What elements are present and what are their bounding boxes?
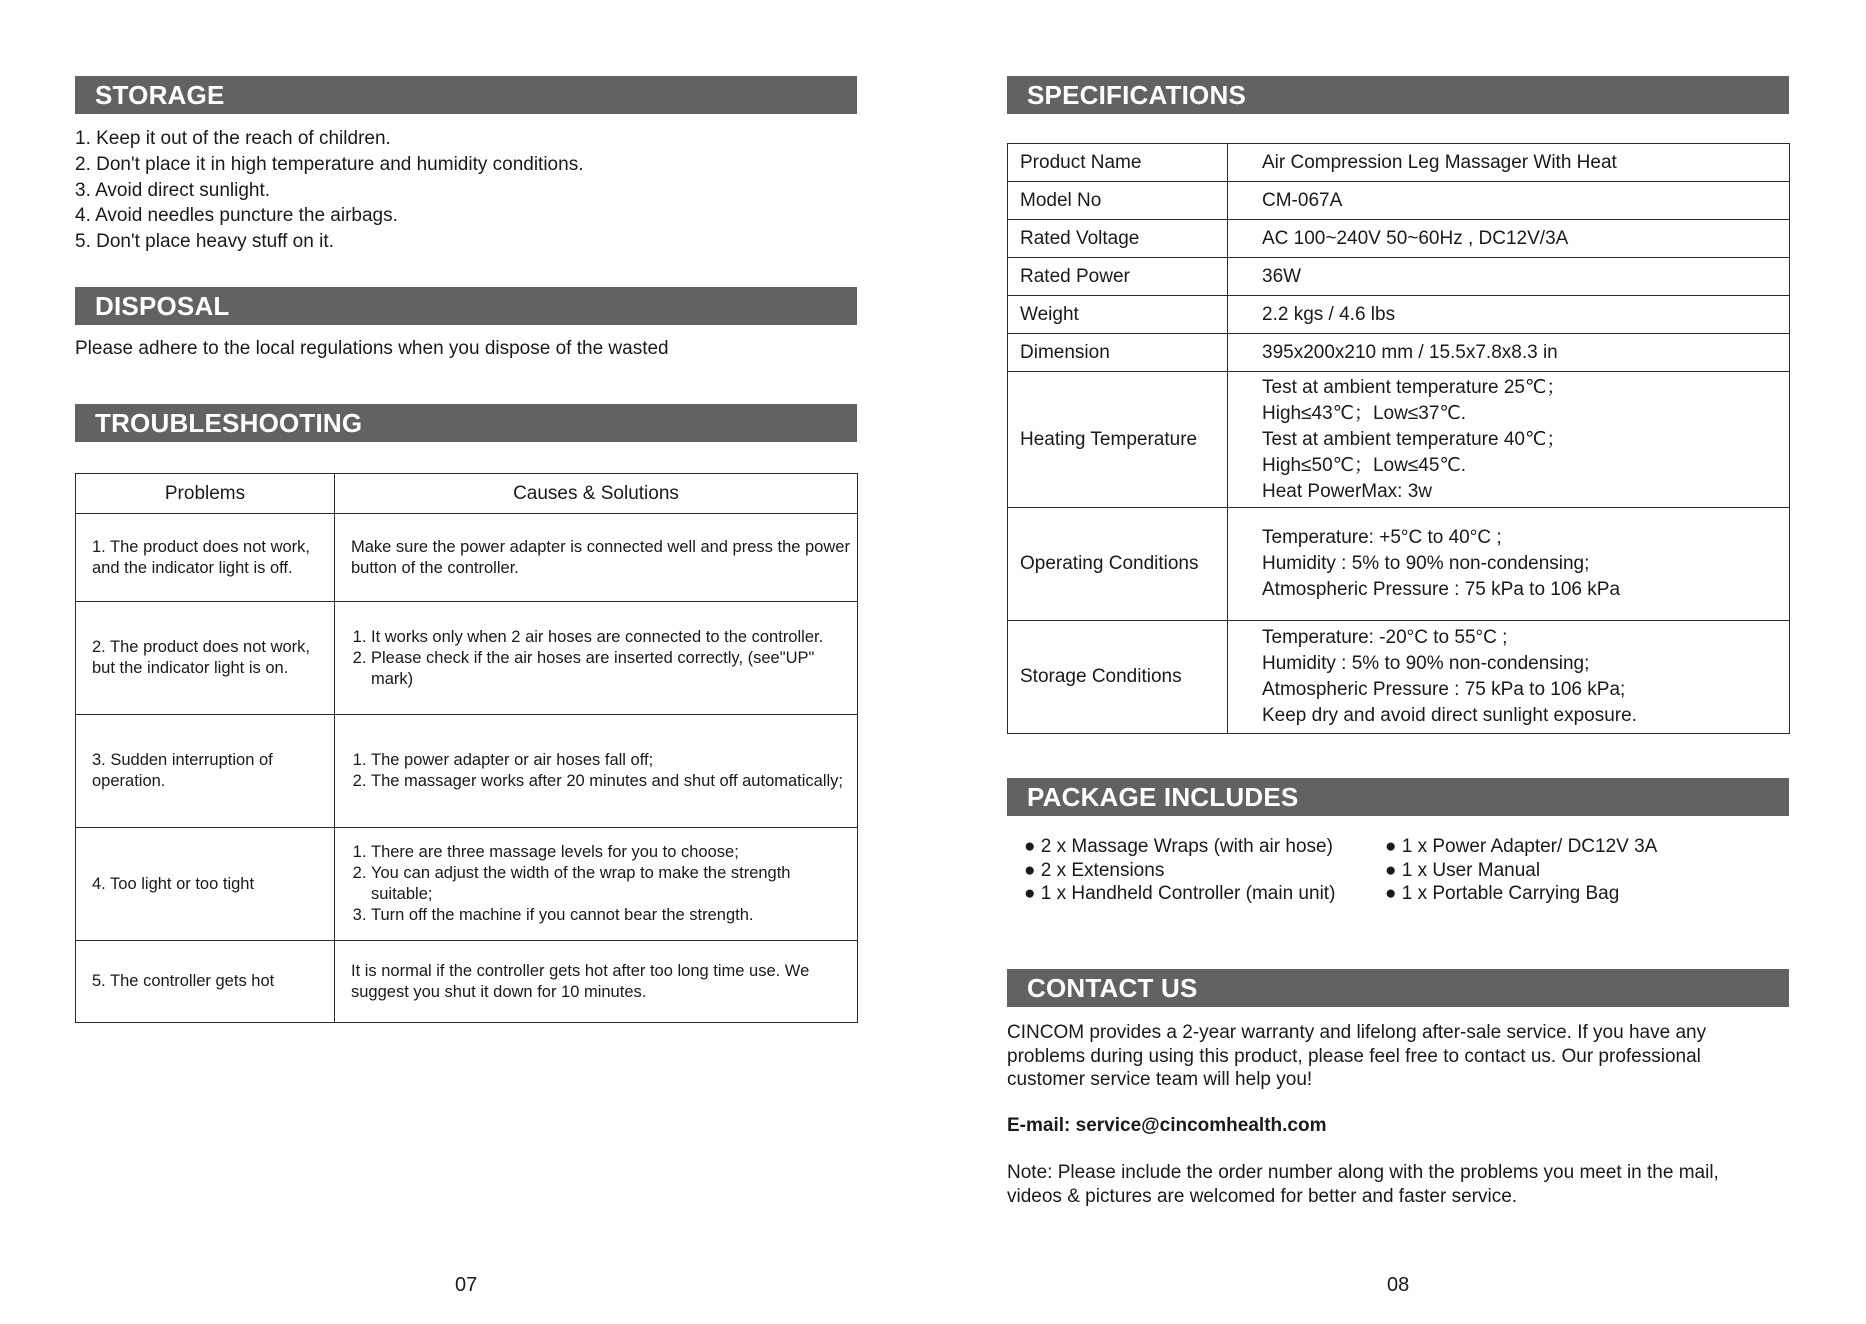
- spec-value-line: High≤50℃；Low≤45℃.: [1262, 454, 1467, 476]
- solution-item: 2. Please check if the air hoses are inserted correctly, (see"UP" mark): [371, 648, 855, 690]
- spec-value-line: Humidity : 5% to 90% non-condensing;: [1262, 553, 1590, 574]
- package-item: ● 1 x User Manual: [1385, 859, 1541, 881]
- spec-row: [1008, 334, 1790, 372]
- spec-value-line: AC 100~240V 50~60Hz , DC12V/3A: [1262, 227, 1569, 249]
- storage-list: [75, 126, 583, 255]
- package-heading: [1007, 778, 1789, 816]
- storage-item: 3. Avoid direct sunlight.: [75, 179, 271, 201]
- disposal-heading: [75, 287, 857, 325]
- spec-value-line: Air Compression Leg Massager With Heat: [1262, 151, 1617, 173]
- troubleshooting-row: [76, 941, 858, 1023]
- solution-item: 2. You can adjust the width of the wrap to make the strength suitable;: [371, 863, 855, 905]
- spec-row: [1008, 182, 1790, 220]
- problem-cell: 5. The controller gets hot: [76, 941, 335, 1023]
- spec-row: [1008, 508, 1790, 621]
- troubleshooting-row: [76, 602, 858, 715]
- solution-list: [351, 627, 855, 690]
- contact-heading-text: CONTACT US: [1027, 973, 1198, 1003]
- spec-label: Storage Conditions: [1008, 621, 1228, 734]
- solution-item: 2. The massager works after 20 minutes and shut off automatically;: [371, 771, 855, 792]
- page-number: 08: [1387, 1274, 1410, 1296]
- solutions-column-header: Causes & Solutions: [335, 474, 858, 514]
- spec-value: [1228, 508, 1790, 621]
- troubleshooting-heading: [75, 404, 857, 442]
- spec-value: [1228, 334, 1790, 372]
- package-heading-text: PACKAGE INCLUDES: [1027, 782, 1299, 812]
- solution-item: 1. The power adapter or air hoses fall off;: [371, 750, 855, 771]
- spec-row: [1008, 220, 1790, 258]
- troubleshooting-row: [76, 828, 858, 941]
- solution-item: 1. It works only when 2 air hoses are connected to the controller.: [371, 627, 855, 648]
- spec-label: Model No: [1008, 182, 1228, 220]
- specifications-table: [1007, 143, 1790, 734]
- spec-value-line: Atmospheric Pressure : 75 kPa to 106 kPa: [1262, 579, 1621, 600]
- spec-label: Heating Temperature: [1008, 372, 1228, 508]
- spec-label: Operating Conditions: [1008, 508, 1228, 621]
- contact-heading: [1007, 969, 1789, 1007]
- spec-value-line: Keep dry and avoid direct sunlight exposure.: [1262, 705, 1637, 726]
- storage-heading: [75, 76, 857, 114]
- spec-value: [1228, 621, 1790, 734]
- storage-item: 4. Avoid needles puncture the airbags.: [75, 205, 398, 227]
- page-number: 07: [455, 1274, 478, 1296]
- disposal-heading-text: DISPOSAL: [95, 291, 230, 321]
- spec-row: [1008, 144, 1790, 182]
- spec-label: Dimension: [1008, 334, 1228, 372]
- package-item: ● 2 x Extensions: [1024, 859, 1165, 881]
- specifications-heading: [1007, 76, 1789, 114]
- solution-list: [351, 842, 855, 926]
- spec-value: [1228, 258, 1790, 296]
- solution-list: [351, 750, 855, 792]
- storage-item: 5. Don't place heavy stuff on it.: [75, 231, 334, 253]
- spec-value-line: Heat PowerMax: 3w: [1262, 480, 1433, 502]
- solution-item: 3. Turn off the machine if you cannot bear the strength.: [371, 905, 855, 926]
- spec-value-line: Test at ambient temperature 40℃；: [1262, 428, 1566, 450]
- spec-value-line: CM-067A: [1262, 189, 1343, 211]
- spec-value-line: Test at ambient temperature 25℃；: [1262, 376, 1566, 398]
- troubleshooting-header-row: [76, 474, 858, 514]
- spec-value-line: 395x200x210 mm / 15.5x7.8x8.3 in: [1262, 341, 1558, 363]
- package-item: ● 2 x Massage Wraps (with air hose): [1024, 836, 1333, 857]
- spec-value-line: High≤43℃；Low≤37℃.: [1262, 402, 1467, 424]
- spec-row: [1008, 621, 1790, 734]
- spec-row: [1008, 372, 1790, 508]
- solution-cell: It is normal if the controller gets hot after too long time use. We suggest you shut it down for 10 minutes.: [335, 941, 858, 1023]
- solution-cell: [335, 828, 858, 941]
- spec-value-line: Temperature: +5°C to 40°C ;: [1262, 527, 1502, 548]
- problem-cell: 1. The product does not work, and the indicator light is off.: [76, 514, 335, 602]
- package-list-left: [1024, 835, 1335, 906]
- contact-email: E-mail: service@cincomhealth.com: [1007, 1115, 1327, 1136]
- spec-value-line: 2.2 kgs / 4.6 lbs: [1262, 303, 1396, 325]
- spec-row: [1008, 258, 1790, 296]
- spec-value-line: Humidity : 5% to 90% non-condensing;: [1262, 653, 1590, 674]
- contact-text: CINCOM provides a 2-year warranty and lifelong after-sale service. If you have any problems during using this product, please feel free to contact us. Our professional customer service team will help you!: [1007, 1022, 1707, 1090]
- spec-value-line: 36W: [1262, 265, 1302, 287]
- contact-note: Note: Please include the order number along with the problems you meet in the mail, videos & pictures are welcomed for better and faster service.: [1007, 1162, 1719, 1207]
- troubleshooting-heading-text: TROUBLESHOOTING: [95, 408, 363, 438]
- troubleshooting-row: [76, 715, 858, 828]
- specifications-heading-text: SPECIFICATIONS: [1027, 80, 1247, 110]
- spec-value-line: Temperature: -20°C to 55°C ;: [1262, 627, 1508, 648]
- spec-value: [1228, 296, 1790, 334]
- problem-cell: 4. Too light or too tight: [76, 828, 335, 941]
- spec-label: Rated Power: [1008, 258, 1228, 296]
- package-list-right: [1385, 835, 1657, 906]
- spec-value: [1228, 220, 1790, 258]
- disposal-text: Please adhere to the local regulations when you dispose of the wasted: [75, 338, 669, 359]
- spec-value-line: Atmospheric Pressure : 75 kPa to 106 kPa;: [1262, 679, 1626, 700]
- problem-cell: 2. The product does not work, but the indicator light is on.: [76, 602, 335, 715]
- spec-label: Product Name: [1008, 144, 1228, 182]
- solution-cell: [335, 715, 858, 828]
- spec-value: [1228, 372, 1790, 508]
- solution-item: 1. There are three massage levels for you to choose;: [371, 842, 855, 863]
- storage-item: 1. Keep it out of the reach of children.: [75, 128, 391, 149]
- spec-label: Weight: [1008, 296, 1228, 334]
- problem-cell: 3. Sudden interruption of operation.: [76, 715, 335, 828]
- right-page: [933, 0, 1866, 1324]
- storage-heading-text: STORAGE: [95, 80, 225, 110]
- package-item: ● 1 x Portable Carrying Bag: [1385, 883, 1620, 904]
- problems-column-header: Problems: [76, 474, 335, 514]
- troubleshooting-row: [76, 514, 858, 602]
- troubleshooting-table: [75, 473, 858, 1023]
- solution-cell: Make sure the power adapter is connected well and press the power button of the controller.: [335, 514, 858, 602]
- package-item: ● 1 x Power Adapter/ DC12V 3A: [1385, 836, 1658, 857]
- storage-item: 2. Don't place it in high temperature and humidity conditions.: [75, 153, 584, 175]
- spec-value: [1228, 144, 1790, 182]
- solution-cell: [335, 602, 858, 715]
- spec-label: Rated Voltage: [1008, 220, 1228, 258]
- spec-row: [1008, 296, 1790, 334]
- package-item: ● 1 x Handheld Controller (main unit): [1024, 883, 1336, 904]
- spec-value: [1228, 182, 1790, 220]
